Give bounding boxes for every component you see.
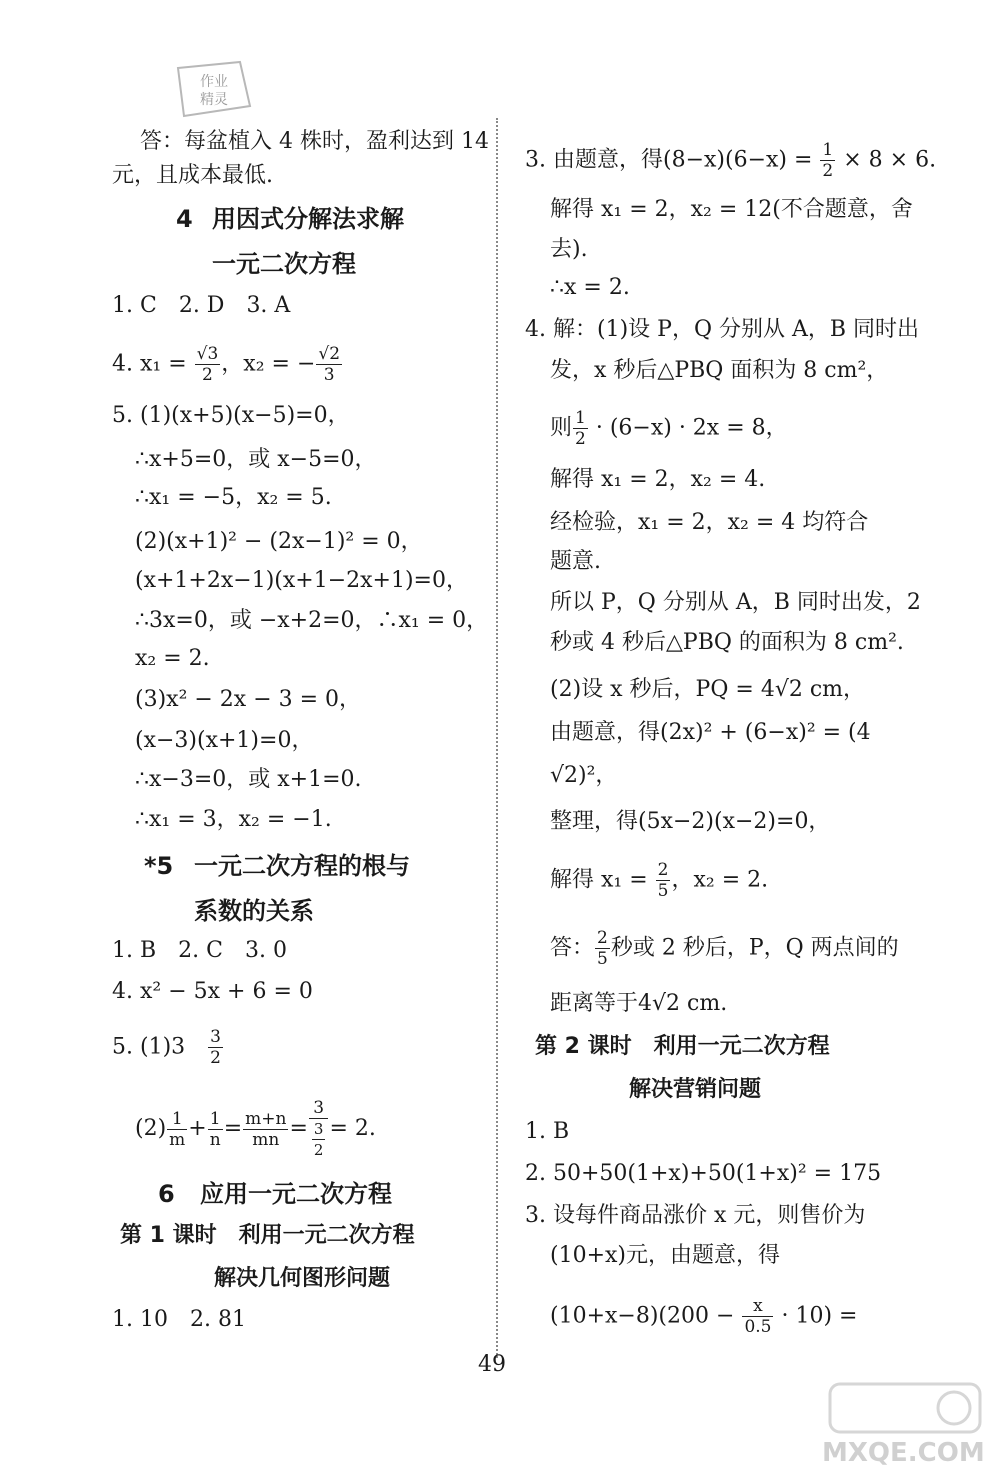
answer-text: ∴x = 2. — [550, 275, 630, 300]
answer-line — [550, 860, 768, 901]
section-number: 4 — [176, 205, 193, 233]
answer-text: √2)²， — [550, 763, 618, 788]
answer-text: 2. 50+50(1+x)+50(1+x)² = 175 — [525, 1161, 882, 1186]
answer-text: × 8 × 6. — [836, 147, 937, 173]
column-divider — [496, 118, 498, 1358]
fraction: $\frac{2}{5}$ — [597, 928, 608, 969]
fraction: $\frac{2}{5}$ — [657, 860, 669, 901]
lesson-title: 解决几何图形问题 — [214, 1266, 391, 1291]
fraction: $\frac{3}{2}$ — [313, 1120, 324, 1159]
answer-line — [112, 1027, 224, 1068]
fraction: $\frac{3}{\frac{3}{2}}$ — [309, 1098, 329, 1160]
fraction: $\frac{√2}{3}$ — [318, 344, 341, 385]
section-title: 应用一元二次方程 — [200, 1180, 392, 1208]
answer-text: 3. 由题意，得(8−x)(6−x) = — [525, 147, 820, 173]
answer-text: 答： — [550, 935, 595, 961]
answer-text: ∴x+5=0，或 x−5=0， — [135, 447, 377, 472]
answer-text: ∴x₁ = 3，x₂ = −1. — [135, 807, 332, 832]
fraction: $\frac{1}{m}$ — [169, 1108, 186, 1150]
answer-stamp-icon — [826, 1378, 986, 1438]
lesson-title: 解决营销问题 — [629, 1077, 762, 1102]
section-title: 系数的关系 — [194, 897, 314, 925]
answer-text: 发，x 秒后△PBQ 面积为 8 cm²， — [550, 358, 889, 383]
answer-text: x₂ = 2. — [135, 646, 210, 671]
answer-text: 4. 解：(1)设 P，Q 分别从 A，B 同时出 — [525, 317, 920, 342]
answer-text: (10+x)元，由题意，得 — [550, 1243, 781, 1268]
answer-text: 1. B — [525, 1119, 570, 1144]
answer-text: 解得 x₁ = 2，x₂ = 12(不合题意，舍 — [550, 197, 913, 222]
answer-line — [550, 1296, 857, 1337]
answer-text: 题意. — [550, 549, 601, 574]
answer-text: (3)x² − 2x − 3 = 0， — [135, 687, 362, 712]
lesson-title: 第 2 课时 利用一元二次方程 — [535, 1034, 830, 1059]
answer-line — [550, 928, 899, 969]
svg-text:精灵: 精灵 — [200, 92, 228, 108]
answer-text: 答：每盆植入 4 株时，盈利达到 14 — [140, 129, 489, 154]
answer-text: 5. (1)(x+5)(x−5)=0， — [112, 403, 350, 428]
svg-text:作业: 作业 — [200, 74, 228, 90]
answer-text: 1. B 2. C 3. 0 — [112, 938, 287, 963]
fraction: $\frac{1}{2}$ — [575, 408, 586, 449]
operator: + — [188, 1116, 207, 1141]
fraction: $\frac{m+n}{mn}$ — [245, 1108, 287, 1150]
answer-text: 整理，得(5x−2)(x−2)=0， — [550, 809, 831, 834]
answer-line — [112, 344, 343, 385]
fraction: $\frac{1}{n}$ — [209, 1108, 221, 1150]
answer-text: 解得 x₁ = 2，x₂ = 4. — [550, 467, 766, 492]
answer-text: (2)(x+1)² − (2x−1)² = 0， — [135, 529, 423, 554]
answer-text: (x+1+2x−1)(x+1−2x+1)=0， — [135, 568, 468, 593]
answer-line — [550, 408, 788, 449]
answer-text: 1. C 2. D 3. A — [112, 293, 291, 318]
answer-text: 3. 设每件商品涨价 x 元，则售价为 — [525, 1203, 866, 1228]
zuoye-jingling-logo — [170, 58, 255, 120]
lesson-title: 第 1 课时 利用一元二次方程 — [120, 1223, 415, 1248]
operator: = — [223, 1116, 243, 1141]
answer-text: 秒或 4 秒后△PBQ 的面积为 8 cm². — [550, 630, 904, 655]
answer-text: 由题意，得(2x)² + (6−x)² = (4 — [550, 720, 871, 745]
page-number: 49 — [478, 1352, 506, 1377]
answer-text: 去). — [550, 237, 588, 262]
answer-text: = 2. — [329, 1116, 376, 1141]
answer-line — [135, 1098, 376, 1160]
answer-text: 则 — [550, 415, 573, 441]
fraction: $\frac{1}{2}$ — [822, 140, 834, 181]
answer-text: 4. x₁ = — [112, 351, 194, 377]
fraction: $\frac{3}{2}$ — [210, 1027, 221, 1068]
answer-text: 1. 10 2. 81 — [112, 1307, 246, 1332]
answer-text: (x−3)(x+1)=0， — [135, 728, 314, 753]
answer-text: ∴x−3=0，或 x+1=0. — [135, 767, 362, 792]
answer-text: ∴3x=0，或 −x+2=0，∴x₁ = 0， — [135, 608, 489, 633]
answer-text: (10+x−8)(200 − — [550, 1303, 742, 1329]
answer-text: 4. x² − 5x + 6 = 0 — [112, 979, 313, 1004]
section-title: 一元二次方程 — [212, 250, 356, 278]
answer-text: · 10) = — [774, 1303, 858, 1329]
section-title: 用因式分解法求解 — [212, 205, 404, 233]
answer-text: 5. (1)3 — [112, 1034, 208, 1060]
answer-text: 解得 x₁ = — [550, 867, 655, 893]
section-number: 6 — [158, 1180, 175, 1208]
section-number: *5 — [144, 852, 174, 880]
answer-text: 元，且成本最低. — [112, 163, 273, 188]
section-title: 一元二次方程的根与 — [194, 852, 410, 880]
answer-text: ，x₂ = 2. — [671, 867, 769, 893]
watermark-text: MXQE.COM — [822, 1438, 985, 1468]
fraction: $\frac{x}{0.5}$ — [744, 1296, 772, 1337]
answer-text: ，x₂ = − — [221, 351, 316, 377]
answer-text: 距离等于4√2 cm. — [550, 991, 728, 1016]
answer-text: (2) — [135, 1116, 167, 1141]
answer-text: 经检验，x₁ = 2，x₂ = 4 均符合 — [550, 510, 869, 535]
answer-line — [525, 140, 936, 181]
answer-text: (2)设 x 秒后，PQ = 4√2 cm， — [550, 677, 866, 702]
answer-text: 所以 P，Q 分别从 A，B 同时出发，2 — [550, 590, 921, 615]
operator: = — [289, 1116, 308, 1141]
answer-text: 秒或 2 秒后，P，Q 两点间的 — [610, 935, 899, 961]
answer-text: ∴x₁ = −5，x₂ = 5. — [135, 485, 332, 510]
fraction: $\frac{√3}{2}$ — [196, 344, 219, 385]
answer-text: · (6−x) · 2x = 8， — [588, 415, 788, 441]
